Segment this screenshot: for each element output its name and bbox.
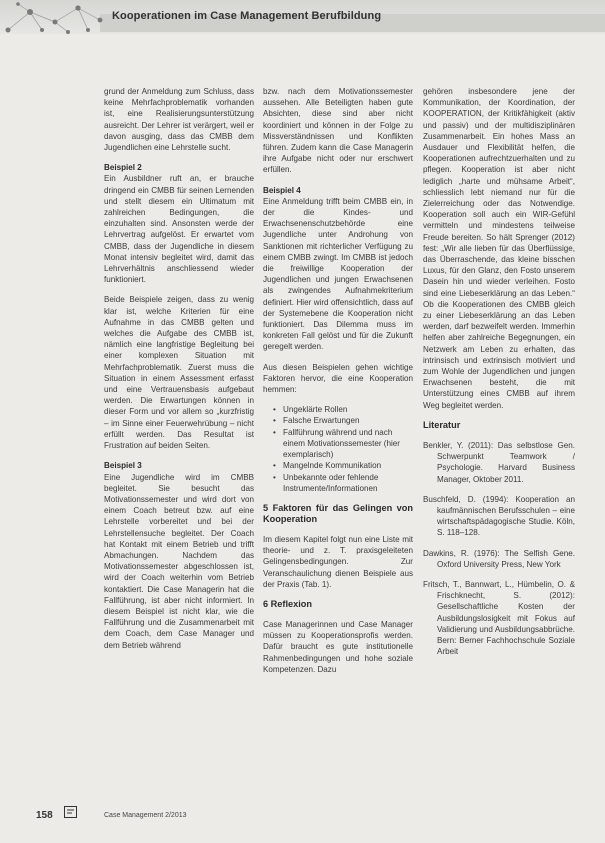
bullet-item: • Unbekannte oder fehlende Instrumente/Informationen — [283, 472, 413, 494]
text-column-1 — [104, 86, 254, 660]
body-paragraph: Eine Anmeldung trifft beim CMBB ein, in der die Kindes- und Erwachsenenschutzbehörde eine Jugendliche unter Androhung von Sanktionen mit richterlicher Verfügung zu einem CMBB zwingt. Im CMBB ist jedoch die freiwillige Kooperation der Jugendlichen und jungen Erwachsenen als zwingendes Aufnahmekriterium definiert. Hier wird offensichtlich, dass auf der Systemebene die Kooperation nicht funktioniert. Das Dilemma muss im konkreten Fall gelöst und für die Zukunft geregelt werden. — [263, 196, 413, 352]
section-heading: 5 Faktoren für das Gelingen von Kooperation — [263, 502, 413, 524]
journal-logo-icon — [64, 806, 77, 818]
decorative-network-graphic — [0, 0, 112, 34]
reference-entry: Fritsch, T., Bannwart, L., Hümbelin, O. & Frischknecht, S. (2012): Gesellschaftliche Kosten der Ausbildungslosigkeit mit Fokus auf Validierung und Ausbildungsabbrüche. Bern: Berner Fachhochschule Soziale Arbeit — [423, 579, 575, 657]
text-column-2 — [263, 86, 413, 684]
body-paragraph: Im diesem Kapitel folgt nun eine Liste mit theorie- und z. T. praxisgeleiteten Gelingensbedingungen. Zur Veranschaulichung dienen Beispiele aus der Praxis (Tab. 1). — [263, 534, 413, 589]
body-paragraph: grund der Anmeldung zum Schluss, dass keine Mehrfachproblematik vorhanden ist, eine Realisierungsunterstützung ausreicht. Der Lehrer ist verärgert, weil er davon ausging, dass das CMBB dem Jugendlichen eine Lehrstelle sucht. — [104, 87, 254, 153]
body-paragraph: Aus diesen Beispielen gehen wichtige Faktoren hervor, die eine Kooperation hemmen: — [263, 362, 413, 395]
example-heading: Beispiel 3 — [104, 461, 142, 471]
body-paragraph: gehören insbesondere jene der Kommunikation, der Koordination, der KOOPERATION, der Kritikfähigkeit (aktiv und passiv) und der multidisziplinären Zusammenarbeit. Ein hohes Mass an Ausdauer und Flexibilität helfen, die Kooperationen aufrechtzuerhalten und zu pflegen. Kooperation ist aber nicht lediglich „harte und mühsame Arbeit“, schliesslich lebt niemand nur für die Zielerreichung oder das Notwendige. Kooperation soll auch ein WIR-Gefühl vermitteln und mindestens teilweise Freude bereiten. So hält Sprenger (2012) fest: „Wir alle lieben für das Überflüssige, das Überraschende, das kleine bisschen Luxus, für den Glanz, den Fosto unserem Dasein hin und wieder verleihen. Fosto sind eine Liebeserklärung an das Leben.“ Ob die Kooperationen des CMBB gleich zu einer Liebeserklärung an das Leben werden, darf bezweifelt werden. Immerhin helfen aber zahlreiche Begegnungen, ein Netzwerk am Leben zu erhalten, das intrinsisch und extrinsisch motiviert und zum Wohle der Jugendlichen und jungen Erwachsenen besteht, die mit Unterstützung eines CMBB auf ihrem Weg begleitet werden. — [423, 87, 575, 410]
body-paragraph: Beide Beispiele zeigen, dass zu wenig klar ist, welche Kriterien für eine Aufnahme in das CMBB gelten und welches die Aufgabe des CMBB ist, nämlich eine langfristige Begleitung bei einer komplexen Situation mit Mehrfachproblematik. Zuerst muss die Situation in einem Assessment erfasst und eine Vertrauensbasis aufgebaut werden. Die Erwartungen können in dieser Form und vor allem so „kurzfristig – im Sinne einer Feuerwehrübung – nicht erfüllt werden. Das Resultat ist Frustration auf beiden Seiten. — [104, 295, 254, 451]
section-heading: Literatur — [423, 419, 461, 430]
bullet-item: • Falsche Erwartungen — [283, 415, 413, 426]
bullet-list — [263, 404, 413, 494]
bullet-item: • Fallführung während und nach einem Motivationssemester (hier exemplarisch) — [283, 427, 413, 461]
body-paragraph: Case Managerinnen und Case Manager müssen zu Kooperationsprofis werden. Dafür braucht es gute institutionelle Rahmenbedingungen und hohe soziale Kompetenzen. Dazu — [263, 619, 413, 674]
page-number: 158 — [36, 810, 53, 821]
example-heading: Beispiel 2 — [104, 163, 142, 173]
bullet-item: • Ungeklärte Rollen — [283, 404, 413, 415]
bullet-item: • Mangelnde Kommunikation — [283, 460, 413, 471]
reference-entry: Buschfeld, D. (1994): Kooperation an kaufmännischen Berufsschulen – eine wirtschaftspädagogische Studie. Köln, S. 118–128. — [423, 494, 575, 538]
header-title: Kooperationen im Case Management Berufbildung — [112, 10, 382, 22]
body-paragraph: bzw. nach dem Motivationssemester aussehen. Alle Beteiligten haben gute Absichten, diese sind aber nicht koordiniert und können in der Folge zu Missverständnissen und Konflikten führen. Zudem kann die Case Managerin ihre Aufgabe nicht oder nur erschwert erfüllen. — [263, 87, 413, 175]
section-heading: 6 Reflexion — [263, 598, 313, 609]
reference-entry: Dawkins, R. (1976): The Selfish Gene. Oxford University Press, New York — [423, 548, 575, 569]
reference-entry: Benkler, Y. (2011): Das selbstlose Gen. Schwerpunkt Teamwork / Psychologie. Harvard Business Manager, Oktober 2011. — [423, 440, 575, 484]
text-column-3 — [423, 86, 575, 666]
body-paragraph: Ein Ausbildner ruft an, er brauche dringend ein CMBB für seinen Lernenden und stellt diesem ein Ultimatum mit zahlreichen Bedingungen, die einzuhalten sind. Ansonsten werde der Lehrvertrag aufgelöst. Er erwartet vom CMBB, dass der Jugendliche in diesem Monat intensiv begleitet wird, damit das Lehrverhältnis anschliessend wieder funktioniert. — [104, 174, 254, 285]
example-heading: Beispiel 4 — [263, 185, 301, 195]
body-paragraph: Eine Jugendliche wird im CMBB begleitet. Sie besucht das Motivationssemester und wird dort von einem Coach betreut bzw. auf eine Lehrstelle vorbereitet und bei der Lehrstellensuche begleitet. Der Coach hat Kontakt mit einem Betrieb und trifft Abmachungen. Nachdem das Motivationssemester abgeschlossen ist, wird der Coach weiterhin vom Betrieb kontaktiert. Die Case Managerin hat die Fallführung, ist aber nicht informiert. In diesem Beispiel ist nicht klar, wie die Fallführung und die Zusammenarbeit mit dem Coach, dem Case Manager und dem Betrieb während — [104, 472, 254, 650]
page-header — [0, 0, 605, 34]
journal-name: Case Management 2/2013 — [104, 812, 187, 819]
